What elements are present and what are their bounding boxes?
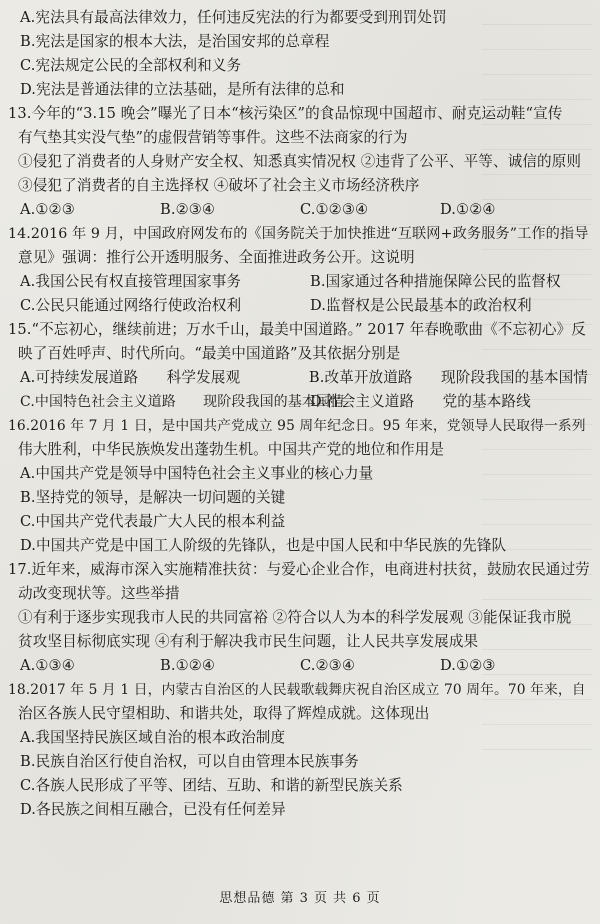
option-c: C.①②③④ <box>300 201 369 218</box>
options-row <box>8 270 588 294</box>
question-stem-cont: 伟大胜利，中华民族焕发出蓬勃生机。中国共产党的地位和作用是 <box>18 441 445 458</box>
option-b: B.国家通过各种措施保障公民的监督权 <box>310 273 561 290</box>
option-b: B.①②④ <box>160 657 216 674</box>
options-row <box>8 294 588 318</box>
question-stem: 16.2016 年 7 月 1 日，是中国共产党成立 95 周年纪念日。95 年来，党领导人民取得一系列 <box>8 418 586 434</box>
option-d: D.各民族之间相互融合，已没有任何差异 <box>20 801 286 818</box>
question-stem: 18.2017 年 5 月 1 日，内蒙古自治区的人民载歌载舞庆祝自治区成立 70 周年。70 年来，自 <box>8 682 586 698</box>
questions-body <box>8 6 588 822</box>
option-c: C.各族人民形成了平等、团结、互助、和谐的新型民族关系 <box>20 777 403 794</box>
question-stem-cont: 动改变现状等。这些举措 <box>18 585 180 602</box>
option-b: B.民族自治区行使自治权，可以自由管理本民族事务 <box>20 753 359 770</box>
options-row <box>8 366 588 390</box>
option-a: A.我国坚持民族区域自治的根本政治制度 <box>20 729 286 746</box>
option-a: A.①③④ <box>20 657 75 674</box>
option-a: A.我国公民有权直接管理国家事务 <box>20 273 242 290</box>
option-d: D.社会主义道路 党的基本路线 <box>310 393 531 410</box>
options-row <box>8 390 588 414</box>
question-stem: 14.2016 年 9 月，中国政府网发布的《国务院关于加快推进“互联网+政务服务”工作的指导 <box>8 226 589 242</box>
option-d: D.监督权是公民最基本的政治权利 <box>310 297 532 314</box>
question-stem: 13.今年的“3.15 晚会”曝光了日本“核污染区”的食品惊现中国超市、耐克运动鞋“宣传 <box>8 105 563 122</box>
statement-line: ①侵犯了消费者的人身财产安全权、知悉真实情况权 ②违背了公平、平等、诚信的原则 <box>18 153 582 170</box>
options-row <box>8 654 588 678</box>
statement-line: ①有利于逐步实现我市人民的共同富裕 ②符合以人为本的科学发展观 ③能保证我市脱 <box>18 609 572 626</box>
option-c: C.②③④ <box>300 657 356 674</box>
option-a: A.中国共产党是领导中国特色社会主义事业的核心力量 <box>20 465 374 482</box>
option-b: B.宪法是国家的根本大法，是治国安邦的总章程 <box>20 33 330 50</box>
option-d: D.①②④ <box>440 201 496 218</box>
option-c: C.公民只能通过网络行使政治权利 <box>20 297 242 314</box>
question-stem: 17.近年来，威海市深入实施精准扶贫：与爱心企业合作，电商进村扶贫，鼓励农民通过劳 <box>8 561 590 578</box>
option-d: D.①②③ <box>440 657 496 674</box>
question-stem-cont: 意见》强调：推行公开透明服务、全面推进政务公开。这说明 <box>18 249 415 266</box>
statement-line: 贫攻坚目标彻底实现 ④有利于解决我市民生问题，让人民共享发展成果 <box>18 633 479 650</box>
question-stem-cont: 映了百姓呼声、时代所向。“最美中国道路”及其依据分别是 <box>18 345 401 362</box>
option-c: C.中国共产党代表最广大人民的根本利益 <box>20 513 286 530</box>
option-d: D.宪法是普通法律的立法基础，是所有法律的总和 <box>20 81 345 98</box>
option-a: A.可持续发展道路 科学发展观 <box>20 369 241 386</box>
question-13 <box>8 102 588 222</box>
question-18 <box>8 678 588 822</box>
question-16 <box>8 414 588 558</box>
question-stem: 15.“不忘初心，继续前进；万水千山，最美中国道路。” 2017 年春晚歌曲《不忘初心》反 <box>8 321 586 338</box>
option-c: C.宪法规定公民的全部权利和义务 <box>20 57 242 74</box>
statement-line: ③侵犯了消费者的自主选择权 ④破坏了社会主义市场经济秩序 <box>18 177 420 194</box>
option-b: B.改革开放道路 现阶段我国的基本国情 <box>308 369 588 386</box>
option-c: C.中国特色社会主义道路 现阶段我国的基本国情 <box>20 394 345 410</box>
question-14 <box>8 222 588 318</box>
page-footer: 思想品德 第 3 页 共 6 页 <box>219 891 381 906</box>
option-a: A.宪法具有最高法律效力，任何违反宪法的行为都要受到刑罚处罚 <box>20 9 447 26</box>
option-b: B.坚持党的领导，是解决一切问题的关键 <box>20 489 286 506</box>
option-a: A.①②③ <box>20 201 75 218</box>
option-d: D.中国共产党是中国工人阶级的先锋队，也是中国人民和中华民族的先锋队 <box>20 537 507 554</box>
question-12-options <box>8 6 588 102</box>
option-b: B.②③④ <box>160 201 216 218</box>
question-stem-cont: 治区各族人民守望相助、和谐共处，取得了辉煌成就。这体现出 <box>18 705 430 722</box>
question-stem-cont: 有气垫其实没气垫”的虚假营销等事件。这些不法商家的行为 <box>18 129 408 146</box>
options-row <box>8 198 588 222</box>
question-17 <box>8 558 588 678</box>
question-15 <box>8 318 588 414</box>
